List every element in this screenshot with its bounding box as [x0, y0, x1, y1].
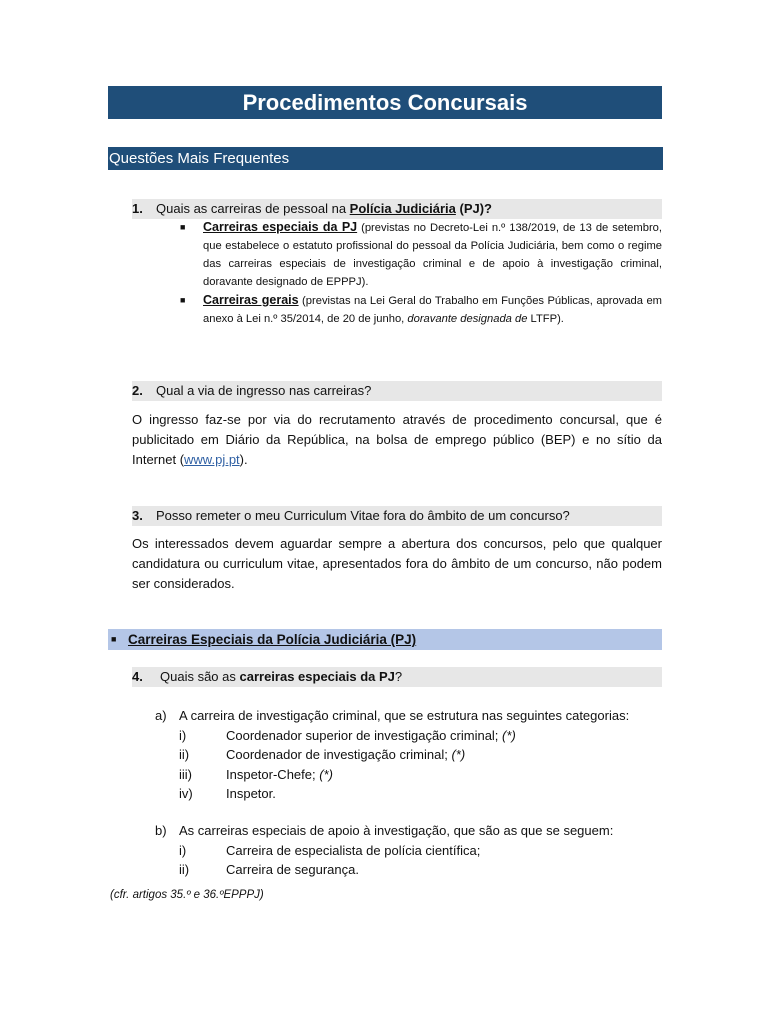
answer-text: O ingresso faz-se por via do recrutamento através de procedimento concursal, que é publicitado em Diário da República, na bolsa de emprego público (BEP) e no sítio da Internet (	[132, 412, 662, 467]
list-item	[155, 860, 665, 880]
career-list-b	[155, 821, 665, 880]
list-item-italic: doravante designada de	[407, 313, 528, 325]
bullet-square-icon: ■	[180, 222, 186, 232]
item-numeral: i)	[179, 842, 187, 858]
question-emphasis: Polícia Judiciária	[349, 201, 456, 216]
question-3	[132, 506, 662, 526]
answer-3: Os interessados devem aguardar sempre a abertura dos concursos, pelo que qualquer candidatura ou curriculum vitae, apresentados fora do âmbito de um concurso, não podem ser considerados.	[132, 536, 662, 591]
list-item-text: (previstas no Decreto-Lei n.º 138/2019, de 13 de setembro, que estabelece o estatuto profissional do pessoal da Polícia Judiciária, bem como o regime das carreiras especiais de investigação criminal e de apoio à investigação criminal, doravante designado de EPPPJ).	[203, 222, 662, 288]
career-list-a	[155, 706, 665, 804]
subsection-title: Carreiras Especiais da Polícia Judiciária (PJ)	[128, 632, 417, 647]
list-heading-text: A carreira de investigação criminal, que se estrutura nas seguintes categorias:	[179, 708, 630, 723]
item-numeral: ii)	[179, 747, 190, 762]
list-item	[155, 765, 665, 785]
question-1	[132, 199, 662, 219]
question-text: Quais são as	[160, 669, 240, 684]
list-item	[180, 218, 662, 291]
item-text: Coordenador de investigação criminal;	[226, 747, 448, 762]
question-2	[132, 381, 662, 401]
list-item-label: Carreiras especiais da PJ	[203, 220, 358, 234]
list-item-tail: LTFP).	[527, 313, 564, 325]
item-note: (*)	[315, 766, 333, 782]
item-text: Carreira de especialista de polícia científica;	[226, 842, 481, 858]
item-note: (*)	[447, 747, 466, 762]
question-number: 1.	[132, 201, 143, 216]
question-number: 3.	[132, 508, 143, 523]
list-item	[180, 291, 662, 328]
item-text: Carreira de segurança.	[226, 862, 359, 877]
item-note: (*)	[498, 727, 516, 743]
list-heading-text: As carreiras especiais de apoio à investigação, que são as que se seguem:	[179, 823, 614, 838]
question-emphasis: carreiras especiais da PJ	[239, 669, 395, 684]
question-suffix: (PJ)?	[455, 201, 492, 216]
list-item-text: (previstas na Lei Geral do Trabalho em Funções Públicas, aprovada em anexo à Lei n.º 35/2014, de 20 de junho,	[203, 295, 663, 325]
list-heading	[155, 706, 665, 726]
item-text: Inspetor.	[226, 786, 276, 801]
subsection-heading	[108, 629, 662, 650]
list-letter: a)	[155, 708, 167, 723]
list-item	[155, 745, 665, 765]
pj-website-link[interactable]: www.pj.pt	[184, 452, 240, 467]
question-text: Quais as carreiras de pessoal na	[156, 201, 350, 216]
question-number: 4.	[132, 669, 143, 684]
list-item	[155, 784, 665, 804]
answer-2	[132, 410, 662, 470]
item-numeral: i)	[179, 727, 187, 743]
bullet-list	[180, 218, 662, 328]
list-item	[155, 726, 665, 746]
bullet-square-icon: ■	[180, 295, 186, 305]
list-letter: b)	[155, 823, 167, 838]
list-item	[155, 841, 665, 861]
item-numeral: iii)	[179, 766, 192, 782]
list-item-label: Carreiras gerais	[203, 293, 299, 307]
question-number: 2.	[132, 383, 143, 398]
question-suffix: ?	[394, 669, 403, 684]
question-text: Qual a via de ingresso nas carreiras?	[156, 383, 372, 398]
list-heading	[155, 821, 665, 841]
item-numeral: iv)	[179, 786, 193, 801]
item-text: Inspetor-Chefe;	[226, 766, 316, 782]
footnote: (cfr. artigos 35.º e 36.ºEPPPJ)	[110, 889, 264, 901]
question-text: Posso remeter o meu Curriculum Vitae fora do âmbito de um concurso?	[156, 508, 570, 523]
answer-text-end: ).	[239, 452, 248, 467]
bullet-square-icon: ■	[111, 634, 117, 644]
section-heading: Questões Mais Frequentes	[108, 147, 663, 170]
page-title: Procedimentos Concursais	[108, 86, 662, 119]
item-numeral: ii)	[179, 862, 190, 877]
question-4	[132, 667, 662, 687]
item-text: Coordenador superior de investigação criminal;	[226, 727, 499, 743]
